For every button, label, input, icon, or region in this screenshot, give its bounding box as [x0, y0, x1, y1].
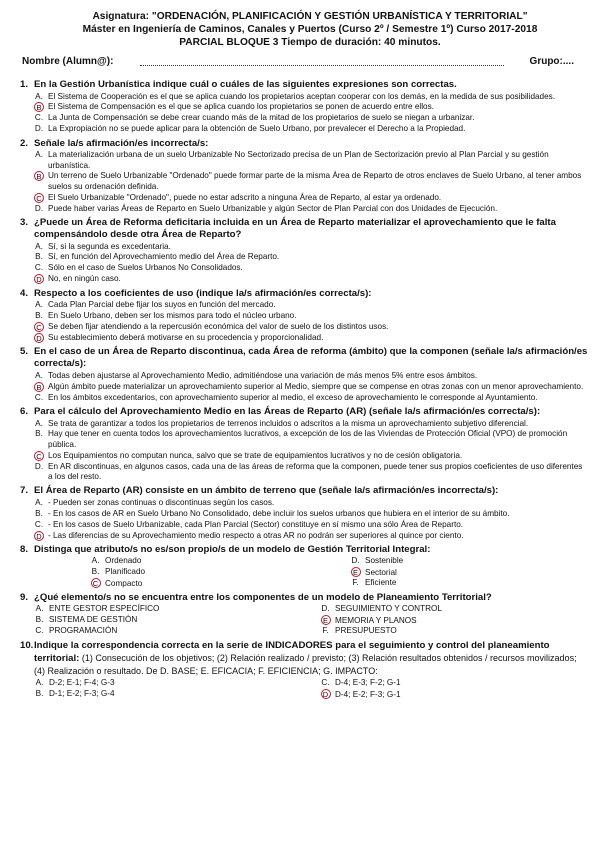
answer-option[interactable] [20, 393, 588, 403]
option-text: - En los casos de Suelo Urbanizable, cada Plan Parcial (Sector) constituye en sí mismo una sólo Área de Reparto. [48, 519, 464, 529]
question-8 [20, 544, 588, 556]
answer-option[interactable] [20, 509, 588, 519]
option-letter-slot [90, 567, 101, 578]
option-text: Eficiente [365, 578, 397, 588]
answer-option[interactable] [20, 462, 588, 483]
name-blank [140, 65, 504, 66]
answer-option[interactable] [320, 689, 401, 701]
option-text: SISTEMA DE GESTIÓN [49, 615, 138, 625]
options-row [20, 604, 588, 615]
option-text: Un terreno de Suelo Urbanizable "Ordenado" puede formar parte de la misma Área de Reparto de otros enclaves de Suelo Urbano, al tener ambos suelos su ordenación definida. [48, 171, 582, 191]
answer-option[interactable] [20, 531, 588, 541]
options-row [20, 626, 588, 637]
option-text: - En los casos de AR en Suelo Urbano No Consolidado, debe incluir los suelos urbanos que hubiera en el interior de su ámbito. [48, 508, 510, 518]
answer-option[interactable] [20, 242, 588, 252]
option-letter-slot [350, 567, 361, 579]
selected-answer-mark: C [34, 322, 44, 332]
option-text: Planificado [105, 567, 146, 577]
question-number: 2. [20, 137, 29, 149]
option-text: Compacto [105, 579, 143, 589]
options-row [20, 556, 588, 567]
option-letter: B. [35, 689, 44, 699]
answer-option[interactable] [350, 556, 403, 567]
question-number: 6. [20, 406, 29, 418]
option-text: Se deben fijar atendiendo a la repercusión económica del valor de suelo de los distintos usos. [48, 322, 389, 331]
options-row [20, 578, 588, 589]
question-9 [20, 592, 588, 604]
option-letter: C. [34, 519, 44, 529]
answer-option[interactable] [20, 451, 588, 461]
subject-title: Asignatura: "ORDENACIÓN, PLANIFICACIÓN Y GESTIÓN URBANÍSTICA Y TERRITORIAL" [92, 11, 528, 22]
option-letter: B. [35, 508, 43, 518]
selected-answer-mark: C [34, 193, 44, 203]
answer-option[interactable] [20, 204, 588, 214]
option-text: D-2; E-1; F-4; G-3 [49, 678, 115, 688]
answer-option[interactable] [20, 300, 588, 310]
option-letter-slot [320, 604, 331, 615]
option-letter: A. [35, 678, 44, 688]
answer-option[interactable] [20, 150, 588, 171]
option-letter: A. [35, 300, 43, 310]
option-letter-slot [34, 102, 44, 113]
option-text: No, en ningún caso. [48, 274, 121, 284]
answer-option[interactable] [20, 263, 588, 273]
answer-option[interactable] [34, 626, 117, 637]
answer-option[interactable] [34, 689, 115, 700]
question-number: 3. [20, 217, 29, 229]
question-number: 8. [20, 544, 29, 556]
questions-list [20, 76, 588, 700]
question-number: 5. [20, 346, 29, 358]
option-letter-slot [34, 419, 44, 429]
question-number: 10. [20, 640, 34, 652]
question-text: En la Gestión Urbanística indique cuál o cuáles de las siguientes expresiones son correctas. [34, 79, 457, 90]
option-letter-slot [34, 263, 44, 273]
selected-answer-mark: C [91, 578, 101, 588]
option-letter: B. [35, 615, 44, 625]
answer-option[interactable] [320, 678, 401, 689]
option-letter-slot [320, 689, 331, 701]
option-letter: A. [35, 91, 43, 101]
option-letter-slot [320, 615, 331, 627]
question-text: En el caso de un Área de Reparto discontinua, cada Área de reforma (ámbito) que la componen (señale la/s afirmación/es correcta/s): [34, 346, 588, 370]
option-text: D-1; E-2; F-3; G-4 [49, 689, 115, 699]
option-text: El Sistema de Cooperación es el que se aplica cuando los propietarios aceptan cooperar con los demás, en la medida de sus posibilidades. [48, 91, 556, 101]
option-letter: C. [34, 263, 44, 273]
option-letter-slot [34, 300, 44, 310]
option-text: Ordenado [105, 556, 142, 566]
option-letter: B. [35, 429, 43, 439]
question-1 [20, 79, 588, 91]
option-text: Puede haber varias Áreas de Reparto en Suelo Urbanizable y algún Sector de Plan Parcial con dos Unidades de Ejecución. [48, 203, 498, 213]
selected-answer-mark: E [321, 615, 331, 625]
answer-option[interactable] [90, 567, 145, 578]
question-text: Indique la correspondencia correcta en la serie de INDICADORES para el seguimiento y control del planeamiento territorial: [34, 640, 550, 665]
answer-option[interactable] [20, 252, 588, 262]
question-number: 9. [20, 592, 29, 604]
answer-option[interactable] [20, 333, 588, 343]
option-letter: B. [91, 567, 100, 577]
answer-option[interactable] [320, 604, 442, 615]
option-text: ENTE GESTOR ESPECÍFICO [49, 604, 160, 614]
selected-answer-mark: D [34, 333, 44, 343]
question-6 [20, 406, 588, 418]
option-text: Algún ámbito puede materializar un aprovechamiento superior al Medio, siempre que se compense en otras zonas con un menor aprovechamiento. [48, 381, 584, 391]
option-letter: F. [322, 626, 329, 636]
option-letter-slot [34, 689, 45, 700]
option-text: Su establecimiento deberá motivarse en su procedencia y proporcionalidad. [48, 332, 324, 342]
option-letter: B. [35, 311, 43, 321]
option-letter-slot [34, 615, 45, 626]
question-text-detail: (1) Consecución de los objetivos; (2) Relación realizado / previsto; (3) Relación resultados obtenidos / recursos movilizados; (4) Realización o resultado. De D. BASE; E. EFICACIA; F. EFICIENCIA; G. IMPACTO: [34, 653, 577, 677]
option-letter-slot [34, 322, 44, 333]
answer-option[interactable] [34, 678, 115, 689]
question-10 [20, 640, 588, 678]
answer-option[interactable] [20, 102, 588, 112]
question-2 [20, 138, 588, 150]
answer-options-grid [20, 604, 588, 637]
exam-header [40, 10, 580, 49]
option-letter-slot [34, 382, 44, 393]
answer-option[interactable] [20, 322, 588, 332]
option-letter-slot [34, 678, 45, 689]
answer-option[interactable] [20, 419, 588, 429]
answer-option[interactable] [20, 371, 588, 381]
option-text: El Suelo Urbanizable "Ordenado", puede no estar adscrito a ninguna Área de Reparto, al estar ya ordenado. [48, 192, 442, 202]
answer-option[interactable] [20, 193, 588, 203]
name-label: Nombre (Alumn@): [22, 56, 114, 67]
option-text: La Expropiación no se puede aplicar para la obtención de Suelo Urbano, por prevalecer el Derecho a la Propiedad. [48, 124, 466, 134]
question-text: Señale la/s afirmación/es incorrecta/s: [34, 137, 209, 149]
option-letter: D. [34, 461, 44, 471]
answer-option[interactable] [34, 615, 137, 626]
options-row [20, 678, 588, 689]
answer-option[interactable] [20, 311, 588, 321]
option-letter-slot [34, 604, 45, 615]
answer-option[interactable] [20, 429, 588, 450]
option-letter-slot [34, 150, 44, 160]
option-letter: C. [34, 113, 44, 123]
selected-answer-mark: B [34, 382, 44, 392]
option-text: La Junta de Compensación se debe crear cuando más de la mitad de los propietarios de suelo se niegan a urbanizar. [48, 113, 475, 123]
option-text: Los Equipamientos no computan nunca, salvo que se trate de equipamientos lucrativos y no de cesión obligatoria. [48, 450, 463, 460]
option-letter-slot [34, 509, 44, 519]
question-number: 4. [20, 287, 29, 299]
answer-option[interactable] [320, 626, 397, 637]
question-text: Para el cálculo del Aprovechamiento Medio en las Áreas de Reparto (AR) (señale la/s afirmación/es correcta/s): [34, 406, 541, 418]
selected-answer-mark: C [34, 451, 44, 461]
option-letter: D. [34, 203, 44, 213]
option-letter-slot [34, 92, 44, 102]
answer-option[interactable] [20, 124, 588, 134]
question-7 [20, 485, 588, 497]
option-letter-slot [350, 578, 361, 589]
option-text: PROGRAMACIÓN [49, 626, 118, 636]
option-letter-slot [34, 333, 44, 344]
option-text: Sostenible [365, 556, 404, 566]
option-letter: C. [321, 678, 330, 688]
answer-option[interactable] [350, 567, 397, 579]
option-letter-slot [34, 171, 44, 182]
answer-option[interactable] [20, 382, 588, 392]
answer-option[interactable] [20, 113, 588, 123]
option-text: SEGUIMIENTO Y CONTROL [335, 604, 442, 614]
answer-option[interactable] [20, 498, 588, 508]
option-letter-slot [34, 462, 44, 472]
option-text: En los ámbitos excedentarios, con aprovechamiento superior al medio, el exceso de aprovechamiento le corresponde al Ayuntamiento. [48, 392, 538, 402]
option-letter-slot [34, 274, 44, 285]
option-text: D-4; E-2; F-3; G-1 [335, 690, 401, 700]
question-4 [20, 288, 588, 300]
program-line: Máster en Ingeniería de Caminos, Canales y Puertos (Curso 2º / Semestre 1º) Curso 2017-2018 [82, 24, 538, 35]
option-letter-slot [34, 193, 44, 204]
selected-answer-mark: E [351, 567, 361, 577]
option-letter: D. [321, 604, 330, 614]
option-letter: C. [34, 392, 44, 402]
option-text: La materialización urbana de un suelo Urbanizable No Sectorizado precisa de un Plan de Sectorización previo al Plan Parcial y su gestión urbanística. [48, 150, 549, 170]
option-letter: D. [34, 124, 44, 134]
selected-answer-mark: B [34, 171, 44, 181]
name-line [22, 56, 582, 70]
options-row [20, 567, 588, 578]
option-letter-slot [34, 626, 45, 637]
option-text: Hay que tener en cuenta todos los aprovechamientos lucrativos, a excepción de los de las Viviendas de Protección Oficial (VPO) de promoción pública. [48, 429, 568, 449]
option-text: Sectorial [365, 568, 397, 578]
question-5 [20, 346, 588, 370]
option-letter-slot [34, 242, 44, 252]
question-text: Respecto a los coeficientes de uso (indique la/s afirmación/es correcta/s): [34, 287, 372, 299]
option-letter: A. [35, 370, 43, 380]
option-letter-slot [90, 578, 101, 590]
answer-options-grid [20, 556, 588, 589]
option-text: - Pueden ser zonas continuas o discontinuas según los casos. [48, 497, 275, 507]
option-letter: A. [35, 418, 43, 428]
option-letter-slot [34, 498, 44, 508]
option-text: Se trata de garantizar a todos los propietarios de terrenos incluidos o adscritos a la misma un aprovechamiento subjetivo diferencial. [48, 418, 529, 428]
answer-option[interactable] [20, 92, 588, 102]
selected-answer-mark: D [321, 689, 331, 699]
option-letter: F. [352, 578, 359, 588]
option-text: Sólo en el caso de Suelos Urbanos No Consolidados. [48, 263, 243, 273]
answer-option[interactable] [20, 171, 588, 192]
option-letter-slot [34, 113, 44, 123]
question-text: ¿Puede un Área de Reforma deficitaria incluida en un Área de Reparto materializar el aprovechamiento que le falta compensándolo desde otra Área de Reparto? [34, 217, 556, 241]
answer-option[interactable] [34, 604, 159, 615]
option-letter: D. [351, 556, 360, 566]
option-letter: A. [91, 556, 100, 566]
option-text: Cada Plan Parcial debe fijar los suyos en función del mercado. [48, 300, 276, 310]
option-text: - Las diferencias de su Aprovechamiento medio respecto a otras AR no podrán ser superiores al quince por ciento. [48, 530, 464, 540]
option-letter-slot [34, 520, 44, 530]
answer-options-grid [20, 678, 588, 700]
options-row [20, 615, 588, 626]
option-letter-slot [320, 678, 331, 689]
option-letter-slot [34, 311, 44, 321]
option-text: En AR discontinuas, en algunos casos, cada una de las áreas de reforma que la componen, puede tener sus propios coeficientes de uso diferentes a los del resto. [48, 461, 583, 482]
selected-answer-mark: D [34, 274, 44, 284]
selected-answer-mark: B [34, 102, 44, 112]
option-letter-slot [34, 204, 44, 214]
option-letter-slot [320, 626, 331, 637]
option-text: MEMORIA Y PLANOS [335, 616, 417, 626]
option-letter-slot [34, 371, 44, 381]
option-letter: A. [35, 150, 43, 160]
group-label: Grupo:.... [529, 56, 574, 67]
option-letter: A. [35, 241, 43, 251]
answer-option[interactable] [20, 274, 588, 284]
answer-option[interactable] [350, 578, 396, 589]
option-text: Sí, si la segunda es excedentaria. [48, 241, 171, 251]
option-letter-slot [90, 556, 101, 567]
option-text: El Sistema de Compensación es el que se aplica cuando los propietarios se ponen de acuerdo entre ellos. [48, 102, 434, 112]
exam-info-line: PARCIAL BLOQUE 3 Tiempo de duración: 40 minutos. [179, 37, 441, 48]
question-number: 1. [20, 79, 29, 90]
option-letter-slot [34, 393, 44, 403]
option-letter-slot [34, 531, 44, 542]
option-letter: A. [35, 604, 44, 614]
question-number: 7. [20, 485, 29, 497]
answer-option[interactable] [90, 578, 142, 590]
option-text: En Suelo Urbano, deben ser los mismos para todo el núcleo urbano. [48, 311, 297, 321]
option-letter-slot [350, 556, 361, 567]
question-text: Distinga que atributo/s no es/son propio/s de un modelo de Gestión Territorial Integral: [34, 544, 431, 556]
option-text: Sí, en función del Aprovechamiento medio del Área de Reparto. [48, 252, 280, 262]
option-letter-slot [34, 429, 44, 439]
option-letter-slot [34, 124, 44, 134]
answer-option[interactable] [90, 556, 141, 567]
question-3 [20, 217, 588, 241]
selected-answer-mark: D [34, 531, 44, 541]
option-letter-slot [34, 451, 44, 462]
options-row [20, 689, 588, 700]
question-text: El Área de Reparto (AR) consiste en un ámbito de terreno que (señale la/s afirmación/es incorrecta/s): [34, 485, 499, 497]
option-text: PRESUPUESTO [335, 626, 397, 636]
option-text: D-4; E-3; F-2; G-1 [335, 678, 401, 688]
question-text: ¿Qué elemento/s no se encuentra entre los componentes de un modelo de Planeamiento Territorial? [34, 592, 492, 604]
option-letter: A. [35, 497, 43, 507]
option-letter: C. [35, 626, 44, 636]
answer-option[interactable] [320, 615, 417, 627]
option-letter-slot [34, 252, 44, 262]
answer-option[interactable] [20, 520, 588, 530]
option-letter: B. [35, 252, 43, 262]
option-text: Todas deben ajustarse al Aprovechamiento Medio, admitiéndose una variación de más menos 5% entre esos ámbitos. [48, 370, 478, 380]
